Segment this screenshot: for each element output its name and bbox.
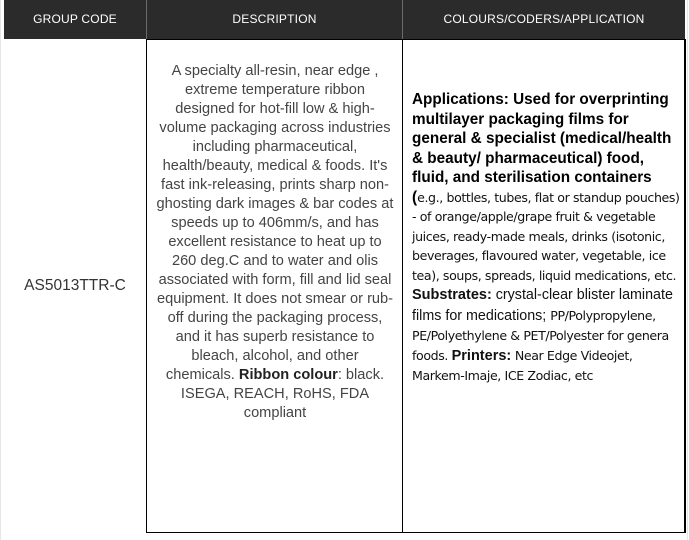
table-edge [687, 0, 688, 540]
application-cell [403, 40, 684, 532]
applications-heading: Applications: Used for overprinting multilayer packaging films for general & specialist (medical/health & beauty/ pharmaceutical) food, fluid, and sterilisation containers ( [412, 91, 672, 206]
table-header [4, 0, 685, 39]
row-divider [146, 532, 686, 533]
eg-text: e.g., [417, 189, 443, 205]
printers-text: Near Edge Videojet, Markem-Imaje, ICE Zodiac, etc [412, 347, 633, 383]
header-group-code: GROUP CODE [33, 12, 117, 26]
header-description: DESCRIPTION [232, 12, 317, 26]
ribbon-colour-label: Ribbon colour [238, 367, 338, 383]
substrates-label: Substrates: [412, 287, 492, 303]
ribbon-colour-value: : black. ISEGA, REACH, RoHS, FDA compliant [180, 367, 385, 421]
description-body: A specialty all-resin, near edge , extreme temperature ribbon designed for hot-fill low & high-volume packaging across industries including pharmaceutical, health/beauty, medical & foods. It's fast ink-releasing, prints sharp non-ghosting dark images & bar codes at speeds up to 406mm/s, and has excellent resistance to heat up to 260 deg.C and to water and olis associated with form, fill and lid seal equipment. It does not smear or rub-off during the packaging process, and it has superb resistance to bleach, alcohol, and other chemicals. [156, 63, 394, 383]
table-edge [0, 0, 1, 540]
group-code-cell [4, 40, 146, 532]
printers-label: Printers: [451, 347, 512, 364]
substrates-materials: PP/Polypropylene, PE/Polyethylene & PET/Polyester for genera foods. [412, 307, 669, 363]
application-text [412, 90, 680, 386]
header-colours-coders-application: COLOURS/CODERS/APPLICATION [443, 12, 645, 26]
description-cell [147, 40, 402, 532]
substrates-text: crystal-clear blister laminate films for medications; [412, 287, 673, 324]
application-examples: bottles, tubes, flat or standup pouches) - of orange/apple/grape fruit & vegetable juices, ready-made meals, drinks (isotonic, beverages, flavoured water, vegetable, ice tea), soups, spreads, liquid medications, etc. [412, 189, 680, 283]
description-text [155, 62, 395, 423]
group-code-value: AS5013TTR-C [24, 277, 126, 294]
column-divider [684, 39, 686, 533]
